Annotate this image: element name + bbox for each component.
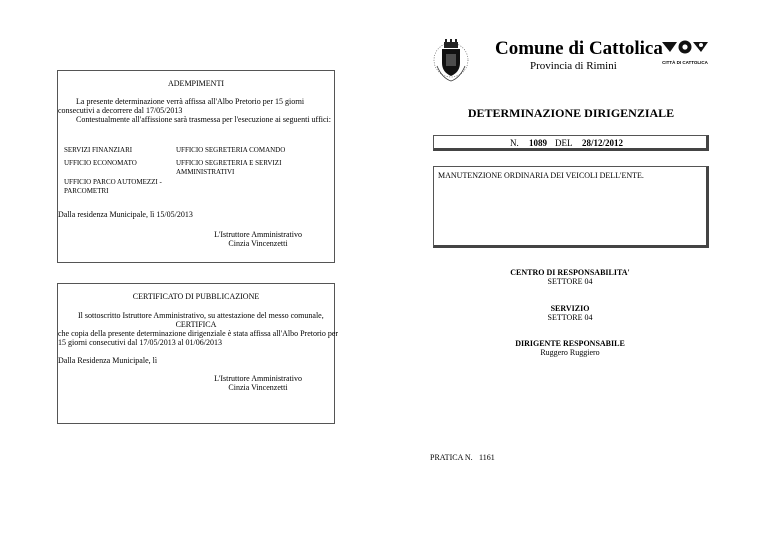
cattolica-logo-text: CITTÀ DI CATTOLICA — [662, 60, 708, 65]
office-item: UFFICIO PARCO AUTOMEZZI - PARCOMETRI — [64, 178, 162, 195]
certificato-line4: 15 giorni consecutivi dal 17/05/2013 al 01/06/2013 — [58, 338, 222, 347]
office-item: UFFICIO SEGRETERIA E SERVIZI AMMINISTRATIVI — [176, 159, 282, 176]
adempimenti-line3: Contestualmente all'affissione sarà trasmessa per l'esecuzione ai seguenti uffici: — [76, 115, 331, 124]
adempimenti-residenza: Dalla residenza Municipale, lì 15/05/2013 — [58, 210, 193, 219]
pratica-number: 1161 — [479, 453, 495, 462]
certificato-residenza: Dalla Residenza Municipale, lì — [58, 356, 158, 365]
del-label: DEL — [555, 138, 573, 148]
office-item: SERVIZI FINANZIARI — [64, 146, 133, 154]
adempimenti-title: ADEMPIMENTI — [168, 79, 224, 88]
centro-label: CENTRO DI RESPONSABILITA' — [510, 268, 630, 277]
office-item: UFFICIO ECONOMATO — [64, 159, 137, 167]
coat-of-arms-icon — [432, 36, 470, 86]
certificato-istruttore-title: L'Istruttore Amministrativo — [214, 374, 302, 383]
data-value: 28/12/2012 — [582, 138, 624, 148]
certificato-line3: che copia della presente determinazione dirigenziale è stata affissa all'Albo Pretorio per — [58, 329, 339, 338]
dirigente-value: Ruggero Ruggiero — [540, 348, 600, 357]
certificato-certifica: CERTIFICA — [175, 320, 217, 329]
adempimenti-line1: La presente determinazione verrà affissa all'Albo Pretorio per 15 giorni — [76, 97, 305, 106]
numero-label: N. — [510, 138, 519, 148]
cattolica-logo — [661, 39, 709, 65]
certificato-line1: Il sottoscritto Istruttore Amministrativo, su attestazione del messo comunale, — [78, 311, 324, 320]
pratica-label: PRATICA N. — [430, 453, 473, 462]
numero-box — [433, 135, 709, 151]
certificato-box — [57, 283, 339, 424]
oggetto-text: MANUTENZIONE ORDINARIA DEI VEICOLI DELL'ENTE. — [438, 171, 644, 180]
numero-value: 1089 — [529, 138, 547, 148]
adempimenti-line2: consecutivi a decorrere dal 17/05/2013 — [58, 106, 183, 115]
determinazione-title: DETERMINAZIONE DIRIGENZIALE — [467, 106, 675, 120]
provincia-label: Provincia di Rimini — [530, 60, 617, 72]
dirigente-label: DIRIGENTE RESPONSABILE — [515, 339, 625, 348]
certificato-title: CERTIFICATO DI PUBBLICAZIONE — [132, 292, 260, 301]
centro-value: SETTORE 04 — [547, 277, 593, 286]
servizio-value: SETTORE 04 — [547, 313, 593, 322]
adempimenti-box — [57, 70, 335, 263]
adempimenti-istruttore-title: L'Istruttore Amministrativo — [214, 230, 302, 239]
adempimenti-istruttore-name: Cinzia Vincenzetti — [228, 239, 288, 248]
cattolica-logo-icon — [661, 39, 709, 55]
comune-title: Comune di Cattolica — [495, 38, 663, 59]
certificato-istruttore-name: Cinzia Vincenzetti — [228, 383, 288, 392]
servizio-label: SERVIZIO — [550, 304, 590, 313]
office-item: UFFICIO SEGRETERIA COMANDO — [176, 146, 286, 154]
oggetto-box — [433, 166, 709, 248]
